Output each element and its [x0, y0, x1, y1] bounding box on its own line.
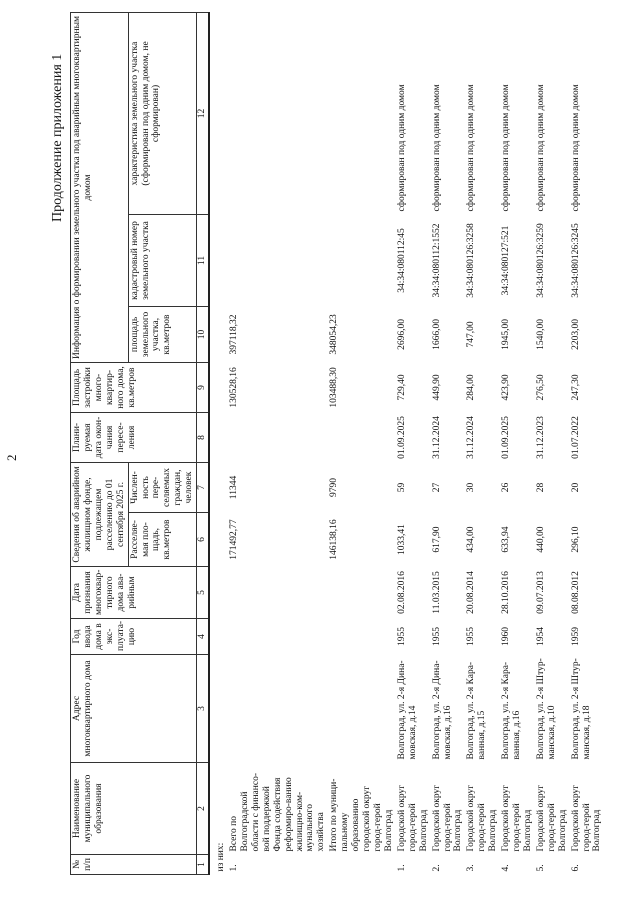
row-end-date: 31.12.2024: [431, 416, 442, 459]
row-end-date: 01.09.2025: [501, 416, 512, 459]
table-row: [431, 12, 466, 874]
row-people: 28: [535, 482, 546, 493]
row-address: Волгоград, ул. 2-я Кара-ванная, д.15: [466, 661, 488, 760]
row-build-area: 449,90: [431, 374, 442, 401]
table-row: [535, 12, 570, 874]
group-name: Всего по Волгоградской области с финансо-вой поддержкой Фонда содействия реформиро-ванию жилищно-ком-мунального хозяйства: [228, 773, 327, 852]
continuation-title: Продолжение приложения 1: [50, 53, 65, 222]
row-num: 3.: [466, 864, 477, 872]
hdr-group-land: Информация о формировании земельного участка под аварийным многоквартирным домом: [71, 12, 129, 362]
hdr-resettled-area: Расселяе-мая пло-щадь, кв.метров: [128, 513, 197, 567]
hdr-planned-end: Плани-руемая дата окон-чания пересе-ления: [71, 412, 197, 462]
table-row: [500, 12, 535, 874]
row-people: 30: [466, 482, 477, 493]
row-build-area: 284,00: [466, 374, 477, 401]
section-label: из них:: [216, 842, 227, 872]
row-mo: Городской округ город-герой Волгоград: [431, 784, 464, 852]
row-land-char: сформирован под одним домом: [570, 84, 581, 212]
subtotal-land-area: 348054,23: [329, 314, 340, 355]
row-num: 1.: [396, 864, 407, 872]
table-row: [396, 12, 431, 874]
group-num: 1.: [228, 864, 239, 872]
row-cadastral: 34:34:080112:45: [396, 228, 407, 293]
hdr-building-area: Площадь застройки много-квартир-ного дома, кв.метров: [71, 362, 197, 412]
row-year: 1955: [396, 627, 407, 646]
subtotal-row: [328, 12, 396, 874]
row-land-char: сформирован под одним домом: [396, 84, 407, 212]
colnum: 7: [197, 462, 209, 512]
row-end-date: 31.12.2024: [466, 416, 477, 459]
colnum: 11: [197, 214, 209, 306]
row-date: 20.08.2014: [466, 571, 477, 614]
row-land-area: 747,00: [466, 321, 477, 348]
subtotal-people: 9790: [329, 478, 340, 497]
row-land-area: 1666,00: [431, 319, 442, 350]
row-date: 02.08.2016: [396, 571, 407, 614]
colnum: 2: [197, 763, 209, 855]
colnum: 9: [197, 362, 209, 412]
row-mo: Городской округ город-герой Волгоград: [396, 784, 429, 852]
row-land-area: 1945,00: [501, 319, 512, 350]
group-total-row: [228, 12, 328, 874]
row-land-area: 1540,00: [535, 319, 546, 350]
subtotal-name: Итого по муници-пальному образованию городской округ город-герой Волгоград: [329, 778, 394, 852]
row-build-area: 729,40: [396, 374, 407, 401]
row-cadastral: 34:34:080112:1552: [431, 223, 442, 298]
colnum: 3: [197, 655, 209, 763]
colnum: 1: [197, 855, 209, 875]
colnum: 12: [197, 12, 209, 214]
hdr-num: № п/п: [71, 855, 197, 875]
hdr-land-area: площадь земельного участка, кв.метров: [128, 306, 197, 362]
row-land-char: сформирован под одним домом: [466, 84, 477, 212]
colnum: 10: [197, 306, 209, 362]
group-build-area: 130528,16: [228, 367, 239, 408]
row-date: 11.03.2015: [431, 571, 442, 614]
row-year: 1955: [466, 627, 477, 646]
row-area: 617,90: [431, 526, 442, 553]
row-land-char: сформирован под одним домом: [501, 84, 512, 212]
row-year: 1955: [431, 627, 442, 646]
hdr-year: Год ввода дома в экс-плуата-цию: [71, 619, 197, 655]
subtotal-area: 146138,16: [329, 519, 340, 560]
row-mo: Городской округ город-герой Волгоград: [501, 784, 533, 852]
subtotal-build-area: 103488,30: [329, 367, 340, 408]
row-date: 28.10.2016: [501, 571, 512, 614]
hdr-people: Числен-ность пере-селяемых граждан, человек: [128, 462, 197, 512]
row-address: Волгоград, ул. 2-я Кара-ванная, д.16: [501, 661, 523, 760]
row-address: Волгоград, ул. 2-я Штур-манская, д.10: [535, 658, 557, 760]
row-num: 6.: [570, 864, 581, 872]
hdr-emergency-date: Дата признания многоквар-тирного дома ава-рийным: [71, 567, 197, 619]
colnum: 8: [197, 412, 209, 462]
row-land-char: сформирован под одним домом: [431, 84, 442, 212]
row-area: 633,94: [501, 526, 512, 553]
hdr-cadastral: кадастровый номер земельного участка: [128, 214, 197, 306]
row-num: 4.: [501, 864, 512, 872]
row-build-area: 276,50: [535, 374, 546, 401]
row-people: 59: [396, 482, 407, 493]
hdr-mo: Наименование муниципального образования: [71, 763, 197, 855]
row-year: 1960: [501, 627, 512, 646]
colnum: 6: [197, 513, 209, 567]
row-end-date: 31.12.2023: [535, 416, 546, 459]
row-area: 296,10: [570, 526, 581, 553]
hdr-address: Адрес многоквартирного дома: [71, 655, 197, 763]
table-row: [465, 12, 500, 874]
row-num: 2.: [431, 864, 442, 872]
group-land-area: 397118,32: [228, 314, 239, 355]
row-people: 27: [431, 482, 442, 493]
row-build-area: 423,90: [501, 374, 512, 401]
row-mo: Городской округ город-герой Волгоград: [466, 784, 499, 852]
hdr-land-char: характеристика земельного участка (сформирован под одним домом, не сформирован): [128, 12, 197, 214]
row-people: 20: [570, 482, 581, 493]
housing-table: [70, 12, 604, 875]
page-number: 2: [4, 454, 19, 461]
group-area: 171492,77: [228, 519, 239, 560]
row-area: 440,00: [535, 526, 546, 553]
table-row: [570, 12, 605, 874]
row-year: 1959: [570, 627, 581, 646]
group-people: 11344: [228, 475, 239, 500]
row-cadastral: 34:34:080126:3259: [535, 223, 546, 298]
row-address: Волгоград, ул. 2-я Дина-мовская, д.16: [431, 660, 453, 760]
row-area: 434,00: [466, 526, 477, 553]
row-cadastral: 34:34:080127:521: [501, 225, 512, 296]
colnum: 4: [197, 619, 209, 655]
row-end-date: 01.09.2025: [396, 416, 407, 459]
row-land-char: сформирован под одним домом: [535, 84, 546, 212]
colnum: 5: [197, 567, 209, 619]
row-mo: Городской округ город-герой Волгоград: [570, 784, 603, 852]
row-cadastral: 34:34:080126:3245: [570, 223, 581, 298]
row-mo: Городской округ город-герой Волгоград: [535, 784, 568, 852]
row-build-area: 247,30: [570, 374, 581, 401]
row-area: 1033,41: [396, 524, 407, 555]
row-address: Волгоград, ул. 2-я Дина-мовская, д.14: [396, 660, 418, 760]
row-date: 08.08.2012: [570, 571, 581, 614]
row-year: 1954: [535, 627, 546, 646]
hdr-group-emergency-fund: Сведения об аварийном жилищном фонде, подлежащем расселению до 01 сентября 2025 г.: [71, 462, 129, 566]
row-end-date: 01.07.2022: [570, 416, 581, 459]
row-cadastral: 34:34:080126:3258: [466, 223, 477, 298]
row-land-area: 2696,00: [396, 319, 407, 350]
row-num: 5.: [535, 864, 546, 872]
row-land-area: 2203,00: [570, 319, 581, 350]
row-people: 26: [501, 482, 512, 493]
row-address: Волгоград, ул. 2-я Штур-манская, д.18: [570, 658, 592, 760]
row-date: 09.07.2013: [535, 571, 546, 614]
